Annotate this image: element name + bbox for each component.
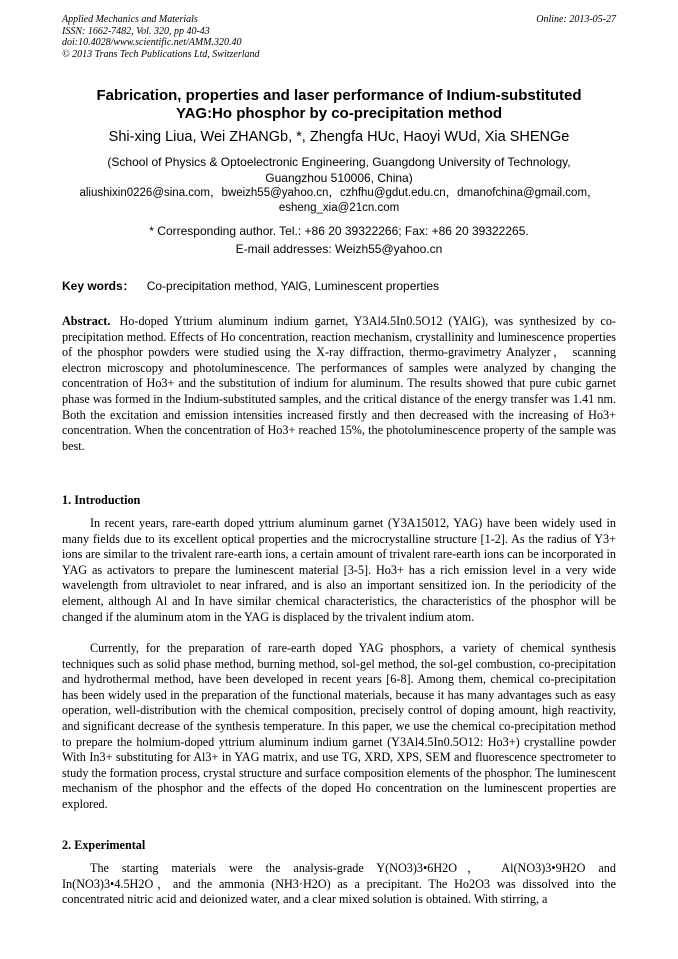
affiliation — [62, 154, 616, 186]
emails-line-2: esheng_xia@21cn.com — [278, 202, 400, 214]
author-list: Shi-xing Liua, Wei ZHANGb, *, Zhengfa HUc, Haoyi WUd, Xia SHENGe — [108, 129, 570, 145]
experimental-paragraph-1-text: The starting materials were the analysis-grade Y(NO3)3•6H2O， Al(NO3)3•9H2O and In(NO3)3•4.5H2O，and the ammonia (NH3·H2O) as a precipitant. The Ho2O3 was dissolved into the concentrated nitric acid and deionized water, and a clear mixed solution is obtained. With stirring, a — [62, 861, 616, 907]
online-date: Online: 2013-05-27 — [536, 14, 616, 25]
keywords-text: Co-precipitation method, YAlG, Luminescent properties — [146, 279, 440, 293]
doi-line: doi:10.4028/www.scientific.net/AMM.320.40 — [62, 37, 242, 49]
abstract-text: Ho-doped Yttrium aluminum indium garnet, Y3Al4.5In0.5O12 (YAlG), was synthesized by co-precipitation method. Effects of Ho concentration, reaction mechanism, crystallinity and luminescence properties of the phosphor powders were studied using the X-ray diffraction, thermo-gravimetry Analyzer， scanning electron microscopy and photoluminescence. The performances of samples were analyzed by changing the concentration of Ho3+ and the substitution of indium for aluminum. The results showed that pure cubic garnet phase was formed in the Indium-substituted samples, and the critical distance of the energy transfer was 1.41 nm. Both the excitation and emission intensities increased firstly and then decreased with the increasing of Ho3+ concentration. When the concentration of Ho3+ reached 15%, the photoluminescence property of the sample was best. — [62, 314, 616, 453]
affiliation-line-2: Guangzhou 510006, China) — [265, 171, 413, 185]
journal-name: Applied Mechanics and Materials — [62, 14, 198, 25]
affiliation-line-1: (School of Physics & Optoelectronic Engineering, Guangdong University of Technology, — [107, 155, 571, 169]
experimental-paragraph-1 — [62, 861, 616, 908]
corresponding-line-1: * Corresponding author. Tel.: +86 20 39322266; Fax: +86 20 39322265. — [149, 224, 529, 238]
author-emails — [62, 186, 616, 216]
keywords-label: Key words： — [62, 279, 135, 293]
intro-paragraph-1-text: In recent years, rare-earth doped yttrium aluminum garnet (Y3A15012, YAG) have been widely used in many fields due to its excellent optical properties and the microcrystalline structure [1-2]. As the radius of Y3+ ions are similar to the trivalent rare-earth ions, a certain amount of trivalent rare-earth ions can be incorporated in YAG as activators to prepare the luminescent material [3-5]. Ho3+ has a rich emission level in a very wide wavelength from ultraviolet to near infrared, and is also an important sensitized ion. In the periodicity of the element, although Al and In have similar chemical characteristics, the characteristics of the phosphor will be changed if the aluminum atom in the YAG is displaced by the trivalent indium atom. — [62, 516, 616, 624]
intro-paragraph-2 — [62, 641, 616, 813]
keywords — [62, 277, 616, 294]
intro-paragraph-1 — [62, 516, 616, 625]
corresponding-line-2: E-mail addresses: Weizh55@yahoo.cn — [235, 242, 443, 256]
corresponding-author — [62, 222, 616, 258]
journal-header — [62, 14, 260, 60]
section-2-heading: 2. Experimental — [62, 838, 146, 852]
intro-paragraph-2-text: Currently, for the preparation of rare-earth doped YAG phosphors, a variety of chemical synthesis techniques such as solid phase method, burning method, sol-gel method, the sol-gel combustion, co-precipitation and hydrothermal method, have been developed in recent years [6-8]. Among them, chemical co-precipitation has been widely used in the preparation of the functional materials, because it has many advantages such as easy operation, well-distribution with the chemical composition, precisely control of doping amount, high reactivity, and significant decrease of the synthesis temperature. In this paper, we use the chemical co-precipitation method to prepare the holmium-doped yttrium aluminum indium garnet (Y3Al4.5In0.5O12: Ho3+) crystalline powder With In3+ substituting for Al3+ in YAG matrix, and use TG, XRD, XPS, SEM and fluorescence spectrometer to study the formation process, crystal structure and surface composition elements of the phosphor. The luminescent mechanism of the phosphor and the effects of the doped Ho concentration on the luminescent properties are explored. — [62, 641, 616, 811]
paper-title — [62, 87, 616, 123]
abstract-label: Abstract. — [62, 314, 111, 328]
title-line-1: Fabrication, properties and laser performance of Indium-substituted — [96, 87, 582, 104]
abstract — [62, 314, 616, 454]
section-1-heading: 1. Introduction — [62, 493, 141, 507]
emails-line-1: aliushixin0226@sina.com，bweizh55@yahoo.cn，czhfhu@gdut.edu.cn，dmanofchina@gmail.com， — [79, 187, 599, 199]
title-line-2: YAG:Ho phosphor by co-precipitation method — [175, 105, 503, 122]
copyright-line: © 2013 Trans Tech Publications Ltd, Switzerland — [62, 48, 260, 60]
issn-line: ISSN: 1662-7482, Vol. 320, pp 40-43 — [62, 25, 210, 37]
